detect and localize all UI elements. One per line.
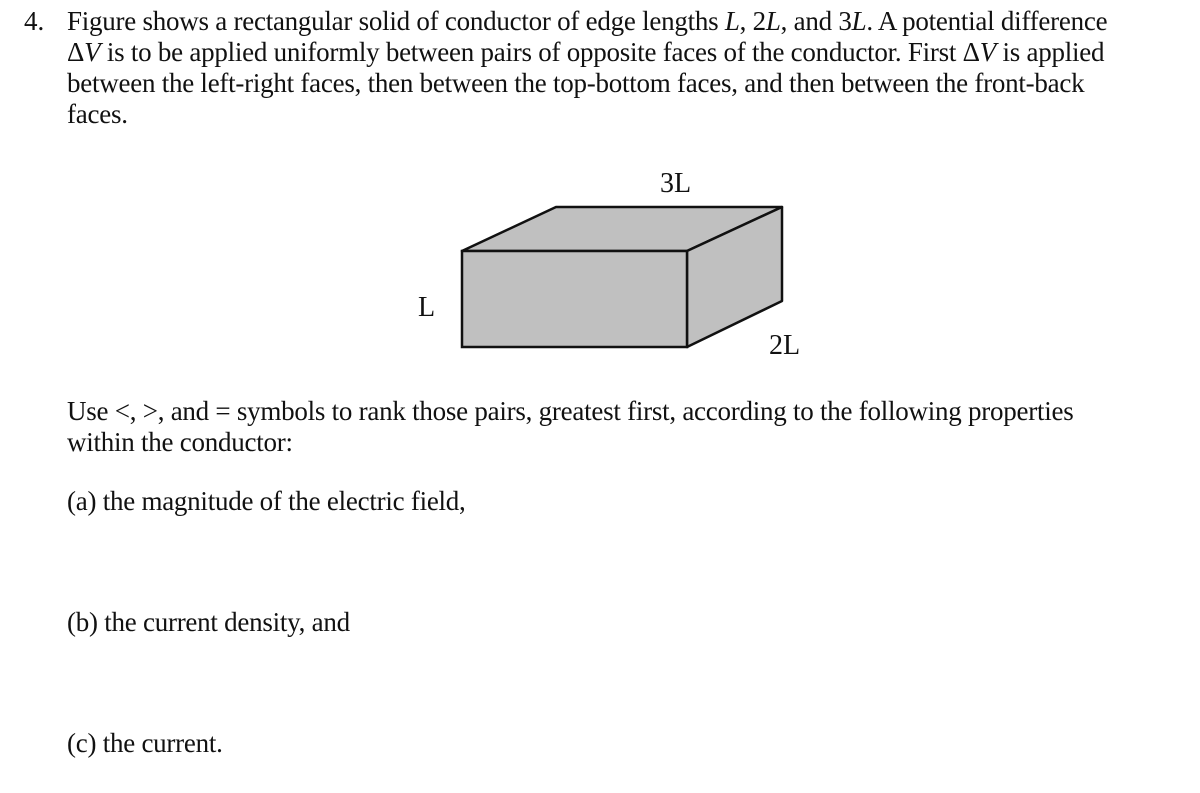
stem-line-1 <box>67 6 1177 37</box>
variable-v: V <box>979 37 997 67</box>
stem-text: Figure shows a rectangular solid of conductor of edge lengths <box>67 6 725 36</box>
stem-text: , and 3 <box>780 6 852 36</box>
stem-line-4: faces. <box>67 99 128 129</box>
instructions-line-2: within the conductor: <box>67 427 293 457</box>
part-b: (b) the current density, and <box>67 607 350 637</box>
conductor-figure <box>400 160 840 370</box>
stem-text: is to be applied uniformly between pairs of opposite faces of the conductor. First Δ <box>100 37 980 67</box>
variable-l: L <box>765 6 781 36</box>
variable-l: L <box>724 6 740 36</box>
label-2l: 2L <box>769 330 801 361</box>
stem-line-3: between the left-right faces, then between the top-bottom faces, and then between the front-back <box>67 68 1085 98</box>
rectangular-solid-diagram <box>400 160 840 370</box>
label-l: L <box>418 292 436 323</box>
part-c: (c) the current. <box>67 728 223 758</box>
delta-symbol: Δ <box>67 37 85 67</box>
front-face <box>462 251 687 347</box>
part-a: (a) the magnitude of the electric field, <box>67 486 466 516</box>
stem-text: is applied <box>996 37 1105 67</box>
stem-line-2 <box>67 37 1177 68</box>
variable-v: V <box>84 37 101 67</box>
stem-text: , 2 <box>739 6 766 36</box>
problem-stem <box>67 6 1177 130</box>
label-3l: 3L <box>660 168 692 199</box>
stem-text: . A potential difference <box>866 6 1108 36</box>
variable-l: L <box>851 6 867 36</box>
problem-number: 4. <box>24 6 45 36</box>
ranking-instructions <box>67 396 1177 458</box>
instructions-line-1: Use <, >, and = symbols to rank those pairs, greatest first, according to the following properties <box>67 396 1074 426</box>
